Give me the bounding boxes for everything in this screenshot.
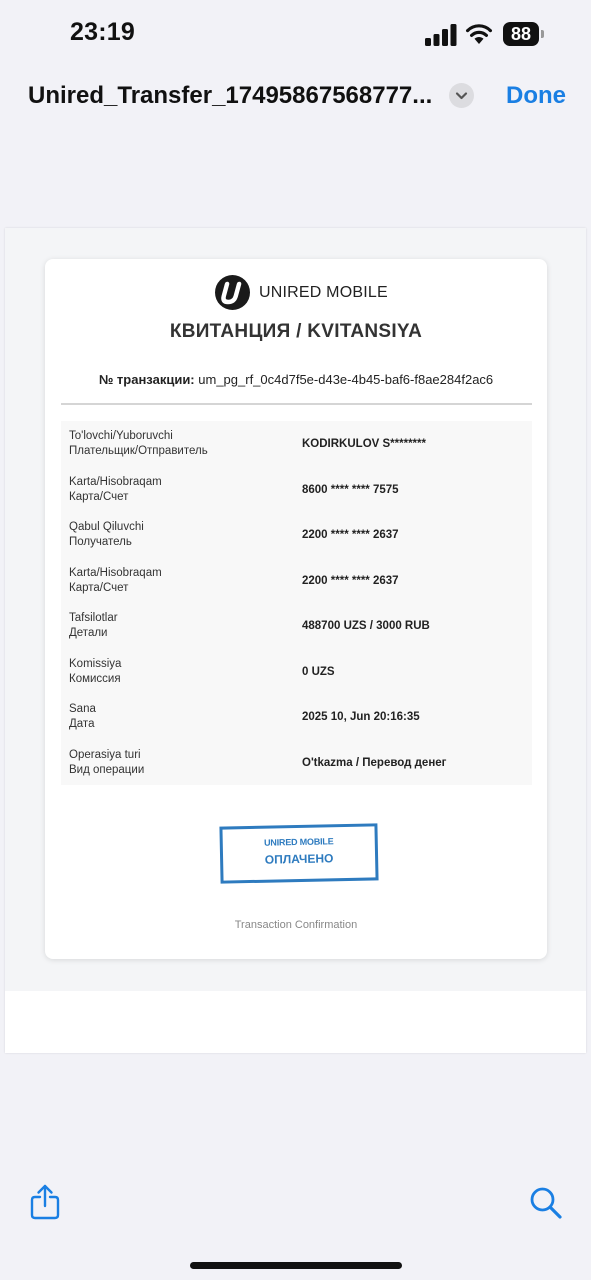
detail-row-sender-card (61, 476, 532, 521)
chevron-down-icon (449, 83, 474, 108)
transaction-id-line (45, 372, 547, 387)
stamp-status: ОПЛАЧЕНО (264, 851, 334, 867)
detail-row-operation-type (61, 749, 532, 794)
brand-name: UNIRED MOBILE (259, 284, 388, 301)
battery-icon (503, 22, 543, 46)
cellular-signal-icon (425, 24, 457, 46)
transaction-id-label: № транзакции: (98, 372, 195, 387)
row-value: 0 UZS (302, 666, 335, 678)
row-label-uz: To'lovchi/Yuboruvchi (69, 430, 173, 442)
details-table (61, 421, 532, 785)
detail-row-details (61, 612, 532, 657)
status-time: 23:19 (70, 18, 135, 46)
share-icon[interactable] (30, 1184, 60, 1220)
row-label-uz: Sana (69, 703, 96, 715)
row-label-ru: Дата (69, 718, 95, 730)
row-label-uz: Operasiya turi (69, 749, 141, 761)
row-label-ru: Плательщик/Отправитель (69, 445, 208, 457)
row-label-ru: Получатель (69, 536, 132, 548)
row-label-uz: Tafsilotlar (69, 612, 118, 624)
transaction-id-value: um_pg_rf_0c4d7f5e-d43e-4b45-baf6-f8ae284f2ac6 (198, 372, 494, 387)
search-icon[interactable] (529, 1186, 563, 1220)
status-bar (0, 0, 591, 70)
row-label-ru: Детали (69, 627, 108, 639)
row-value: 2025 10, Jun 20:16:35 (302, 711, 420, 723)
row-value: 2200 **** **** 2637 (302, 529, 399, 541)
paid-stamp (219, 823, 378, 883)
row-label-uz: Karta/Hisobraqam (69, 567, 162, 579)
row-label-ru: Карта/Счет (69, 582, 129, 594)
battery-level: 88 (503, 22, 539, 46)
done-button[interactable]: Done (506, 82, 566, 109)
row-label-uz: Komissiya (69, 658, 122, 670)
row-value: 8600 **** **** 7575 (302, 484, 399, 496)
home-indicator[interactable] (190, 1262, 402, 1269)
wifi-icon (465, 22, 493, 46)
pdf-page (5, 228, 586, 1053)
divider (61, 403, 532, 405)
row-value: O'tkazma / Перевод денег (302, 757, 447, 769)
detail-row-commission (61, 658, 532, 703)
row-value: 488700 UZS / 3000 RUB (302, 620, 430, 632)
stamp-brand: UNIRED MOBILE (263, 836, 334, 848)
detail-row-sender (61, 430, 532, 475)
document-title[interactable]: Unired_Transfer_17495867568777... (28, 82, 433, 109)
detail-row-recipient-card (61, 567, 532, 612)
nav-bar (0, 70, 591, 130)
row-label-ru: Комиссия (69, 673, 121, 685)
unired-logo-icon (215, 275, 250, 310)
receipt-card (45, 259, 547, 959)
row-value: KODIRKULOV S******** (302, 438, 426, 450)
row-label-uz: Qabul Qiluvchi (69, 521, 144, 533)
receipt-title: КВИТАНЦИЯ / KVITANSIYA (169, 321, 423, 342)
row-label-ru: Карта/Счет (69, 491, 129, 503)
receipt-footer: Transaction Confirmation (234, 919, 358, 931)
detail-row-date (61, 703, 532, 748)
title-menu-button[interactable] (449, 83, 474, 108)
row-label-ru: Вид операции (69, 764, 145, 776)
row-label-uz: Karta/Hisobraqam (69, 476, 162, 488)
row-value: 2200 **** **** 2637 (302, 575, 399, 587)
detail-row-recipient (61, 521, 532, 566)
